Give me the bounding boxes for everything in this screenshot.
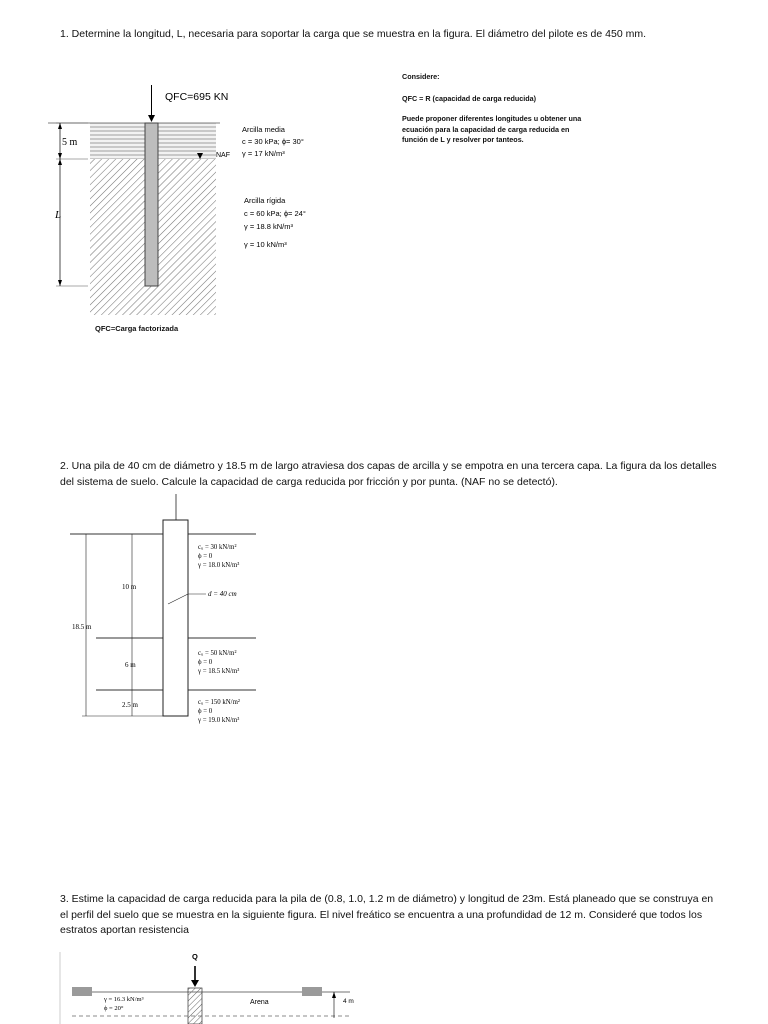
layer1-name: Arena xyxy=(250,999,269,1006)
problem-2-statement: 2. Una pila de 40 cm de diámetro y 18.5 m de largo atraviesa dos capas de arcilla y se empotra en una tercera capa. La figura da los detalles del sistema de suelo. Calcule la capacidad de carga reducida por fricción y por punta. (NAF no se detectó). xyxy=(60,460,717,488)
pile xyxy=(145,123,158,286)
dim-6m: 6 m xyxy=(125,661,136,669)
note-line-2: Puede proponer diferentes longitudes u obtener una ecuación para la capacidad de carga reducida en función de L y resolver por tanteos. xyxy=(402,114,582,144)
pile xyxy=(163,520,188,716)
layer1-phi: ϕ = 20° xyxy=(104,1005,124,1012)
problem-1-statement: 1. Determine la longitud, L, necesaria para soportar la carga que se muestra en la figura. El diámetro del pilote es de 450 mm. xyxy=(60,28,646,40)
layer1-name: Arcilla media xyxy=(242,125,285,134)
ground-marker-left xyxy=(72,987,92,996)
dim-2-5m: 2.5 m xyxy=(122,701,138,709)
layer2-props2: γ = 18.8 kN/m³ xyxy=(244,222,293,231)
problem-3-figure xyxy=(58,944,368,1024)
dim-5m: 5 m xyxy=(62,137,78,148)
diameter-label: d = 40 cm xyxy=(208,590,237,598)
l1-c: cᵤ = 30 kN/m² xyxy=(198,544,237,551)
problem-1-figure xyxy=(48,85,328,320)
figure-1-caption: QFC=Carga factorizada xyxy=(95,324,179,333)
load-label: Q xyxy=(192,952,198,961)
dim-10m: 10 m xyxy=(122,583,137,591)
layer1-props1: c = 30 kPa; ϕ= 30° xyxy=(242,137,304,146)
l3-c: cᵤ = 150 kN/m² xyxy=(198,699,240,706)
ground-marker-right xyxy=(302,987,322,996)
layer1-props2: γ = 17 kN/m³ xyxy=(242,149,285,158)
consider-note xyxy=(402,72,582,146)
naf-label: NAF xyxy=(216,152,230,159)
layer2-props1: c = 60 kPa; ϕ= 24° xyxy=(244,209,306,218)
layer2-name: Arcilla rígida xyxy=(244,196,286,205)
problem-2-figure xyxy=(70,494,270,730)
note-title: Considere: xyxy=(402,72,440,81)
l3-gamma: γ = 19.0 kN/m³ xyxy=(198,717,240,724)
pile xyxy=(188,988,202,1024)
note-line-1: QFC = R (capacidad de carga reducida) xyxy=(402,93,537,103)
l2-phi: ϕ = 0 xyxy=(198,659,213,666)
dim-L: L xyxy=(55,209,62,221)
l3-phi: ϕ = 0 xyxy=(198,708,213,715)
problem-3-statement: 3. Estime la capacidad de carga reducida para la pila de (0.8, 1.0, 1.2 m de diámetro) y longitud de 23m. Está planeado que se construya en el perfil del suelo que se muestra en la siguiente figura. El nivel freático se encuentra a una profundidad de 12 m. Consideré que todos los estratos aportan resistencia xyxy=(60,893,714,936)
l2-gamma: γ = 18.5 kN/m³ xyxy=(198,668,240,675)
dim-total: 18.5 m xyxy=(72,623,92,631)
depth-label: 4 m xyxy=(343,998,354,1005)
l1-phi: ϕ = 0 xyxy=(198,553,213,560)
l2-c: cᵤ = 50 kN/m² xyxy=(198,650,237,657)
load-label: QFC=695 KN xyxy=(165,91,229,103)
layer1-gamma: γ = 16.3 kN/m³ xyxy=(104,996,144,1003)
l1-gamma: γ = 18.0 kN/m³ xyxy=(198,562,240,569)
layer2-props3: γ = 10 kN/m³ xyxy=(244,240,287,249)
